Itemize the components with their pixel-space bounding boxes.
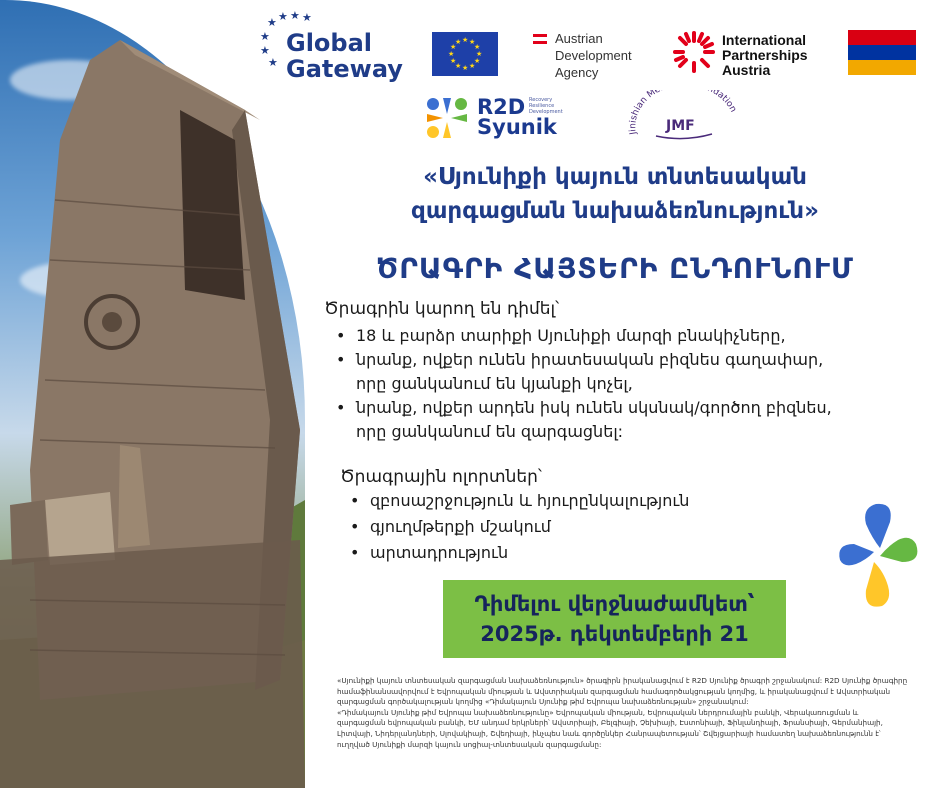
svg-text:★: ★: [474, 57, 481, 65]
r2d-line2: Syunik: [477, 115, 557, 139]
eu-flag-icon: [432, 32, 498, 76]
headline-line1: «Սյունիքի կայուն տնտեսական: [423, 164, 807, 190]
four-petal-star-icon: [836, 500, 920, 610]
footer-paragraph-2: «Դիմակայուն Սյունիք թիմ Եվրոպա նախաձեռնությունը» Եվրոպական միության, Եվրոպական ներդրումային բանկի, Վերակառուցման և զարգացման եվրոպական բանկի, ԵՄ անդամ երկրների՝ Ավստրիայի, Բելգիայի, Չեխիայի, Էստոնիայի, Ֆինլանդիայի, Ֆրանսիայի, Գերմանիայի, Լիտվայի, Նիդերլանդների, Սլովակիայի, Շվեդիայի, ինչպես նաև գործընկեր Հանրապետության՝ Շվեյցարիայի համատեղ նախաձեռնությունն է՝ ուղղված Սյունիքի մարզի կայուն սոցիալ-տնտեսական զարգացմանը:: [337, 707, 883, 749]
eligibility-list: [336, 324, 916, 444]
list-item: • զբոսաշրջություն և հյուրընկալություն: [350, 488, 689, 514]
svg-text:★: ★: [450, 57, 457, 65]
svg-text:★: ★: [290, 9, 300, 22]
r2d-small: Recovery Resilience Development: [529, 97, 563, 115]
ipa-line1: International: [722, 32, 807, 48]
subhead: ԾՐԱԳՐԻ ՀԱՅՏԵՐԻ ԸՆԴՈՒՆՈՒՄ: [376, 252, 854, 285]
global-gateway-line1: Global: [286, 29, 373, 57]
svg-text:★: ★: [278, 10, 288, 23]
list-item: • նրանք, ովքեր ունեն իրատեսական բիզնես գաղափար, որը ցանկանում են կյանքի կոչել,: [336, 348, 916, 396]
monument-photo: [0, 0, 305, 788]
ipa-logo: [672, 30, 822, 80]
list-item: • 18 և բարձր տարիքի Սյունիքի մարզի բնակիչները,: [336, 324, 916, 348]
svg-text:★: ★: [260, 30, 270, 43]
svg-text:★: ★: [462, 64, 469, 72]
global-gateway-line2: Gateway: [286, 55, 403, 83]
r2d-mark-icon: [423, 94, 471, 142]
eligibility-intro: Ծրագրին կարող են դիմել՝: [324, 299, 560, 319]
sectors-intro: Ծրագրային ոլորտներ՝: [340, 467, 542, 487]
austria-mark-icon: [533, 34, 547, 44]
ipa-line3: Austria: [722, 62, 771, 78]
list-item: • գյուղմթերքի մշակում: [350, 514, 689, 540]
ipa-burst-icon: [672, 30, 716, 74]
jmf-arc-text: Jinishian Me dation: [628, 90, 738, 136]
svg-text:★: ★: [302, 11, 312, 24]
r2d-line1: R2D: [477, 95, 526, 119]
r2d-syunik-logo: [423, 94, 573, 142]
ada-line1: Austrian: [555, 31, 603, 46]
svg-text:★: ★: [469, 38, 476, 46]
list-item: • արտադրություն: [350, 540, 689, 566]
svg-text:★: ★: [450, 43, 457, 51]
ada-line3: Agency: [555, 65, 599, 80]
footer-paragraph-1: «Սյունիքի կայուն տնտեսական զարգացման նախաձեռնություն» ծրագիրն իրականացվում է R2D Սյունիք ծրագրի շրջանակում: R2D Սյունիք ծրագիրը համաֆինանսավորվում է Եվրոպական միության և Ավստրիական զարգացման համագործակցության կողմից, և իրականացվում է Ավստրիական զարգացման գործակալության կողմից «Դիմակայուն Սյունիք թիմ Եվրոպա նախաձեռնության» շրջանակում:: [337, 676, 908, 707]
jmf-logo: [622, 90, 746, 150]
svg-text:★: ★: [260, 44, 270, 57]
jmf-arc-icon: [622, 90, 746, 150]
global-gateway-logo: [258, 8, 408, 88]
svg-text:★: ★: [462, 36, 469, 44]
list-item: • նրանք, ովքեր արդեն իսկ ունեն սկսնակ/գործող բիզնես, որը ցանկանում են զարգացնել:: [336, 396, 916, 444]
sectors-list: [350, 488, 689, 566]
jmf-mark: JMF: [666, 118, 695, 134]
armenia-flag-icon: [848, 30, 916, 75]
headline-line2: զարգացման նախաձեռնություն»: [411, 198, 819, 224]
svg-text:★: ★: [455, 38, 462, 46]
svg-text:★: ★: [268, 56, 278, 69]
svg-text:★: ★: [474, 43, 481, 51]
svg-text:★: ★: [267, 16, 277, 29]
ada-logo: [533, 30, 663, 90]
headline: [330, 160, 900, 228]
footer-disclaimer: [337, 676, 909, 750]
svg-text:★: ★: [448, 50, 455, 58]
svg-text:★: ★: [476, 50, 483, 58]
deadline-line1: Դիմելու վերջնաժամկետ՝: [474, 592, 755, 616]
svg-text:★: ★: [455, 62, 462, 70]
svg-text:★: ★: [469, 62, 476, 70]
ada-line2: Development: [555, 48, 632, 63]
deadline-line2: 2025թ. դեկտեմբերի 21: [480, 622, 749, 646]
monument-tower: [0, 0, 305, 788]
ipa-line2: Partnerships: [722, 47, 808, 63]
deadline-box: [443, 580, 786, 658]
